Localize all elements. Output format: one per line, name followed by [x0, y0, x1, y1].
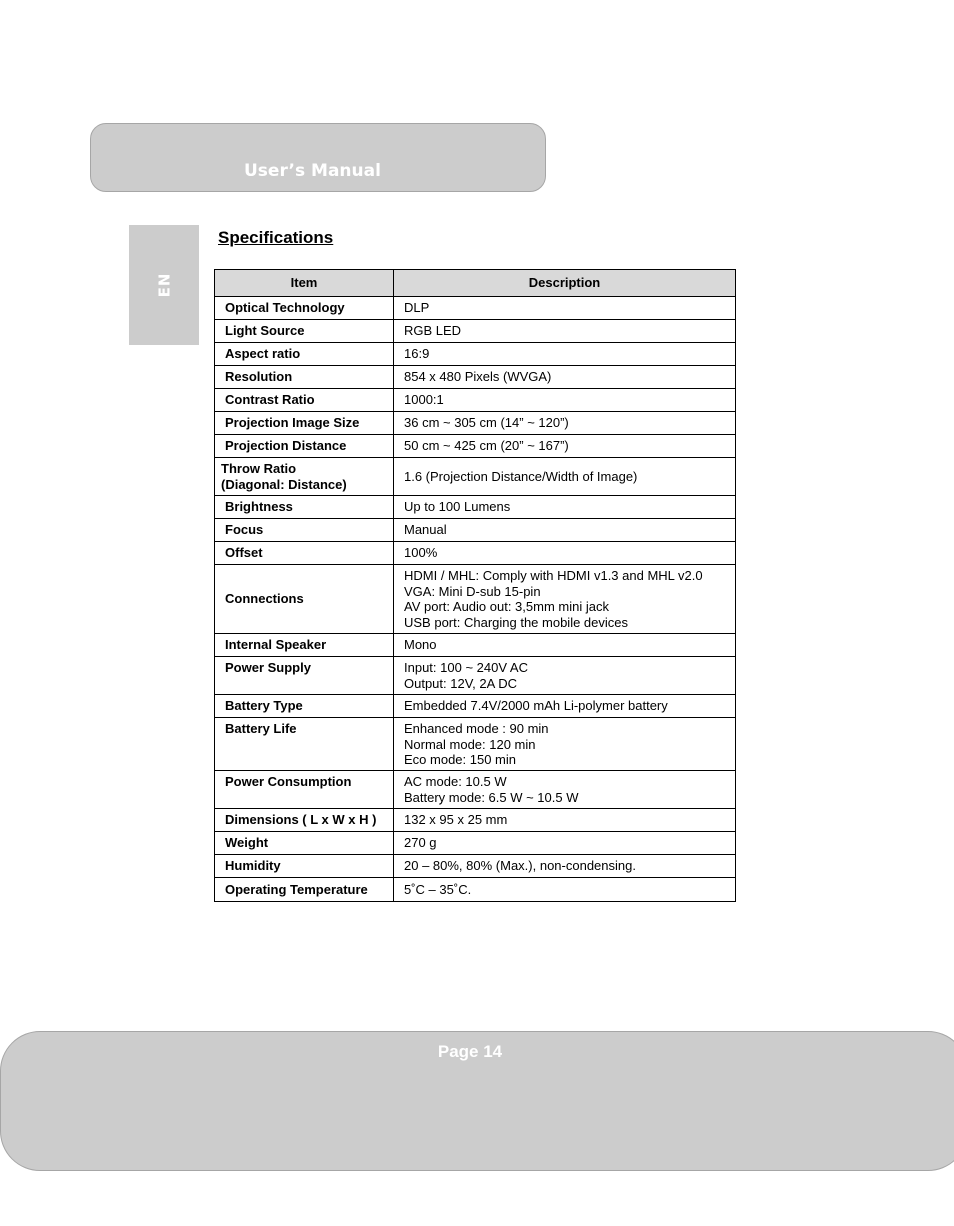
spec-item: Contrast Ratio	[215, 389, 394, 412]
spec-description	[394, 878, 736, 902]
spec-description-line: HDMI / MHL: Comply with HDMI v1.3 and MHL v2.0	[404, 568, 703, 583]
section-title: Specifications	[218, 228, 334, 247]
spec-description-line: 132 x 95 x 25 mm	[404, 812, 508, 828]
spec-description	[394, 412, 736, 435]
table-row	[215, 297, 736, 320]
table-row	[215, 878, 736, 902]
table-row	[215, 657, 736, 695]
spec-description	[394, 657, 736, 695]
spec-item: Brightness	[215, 496, 394, 519]
table-row	[215, 435, 736, 458]
column-header-item: Item	[215, 270, 394, 297]
spec-description-line: 100%	[404, 545, 438, 561]
spec-description	[394, 343, 736, 366]
table-row	[215, 412, 736, 435]
spec-item: Power Supply	[215, 657, 394, 695]
spec-item: Operating Temperature	[215, 878, 394, 902]
spec-item: Optical Technology	[215, 297, 394, 320]
spec-description-line: 5˚C – 35˚C.	[404, 881, 472, 897]
spec-description-line: Output: 12V, 2A DC	[404, 675, 517, 691]
spec-description	[394, 297, 736, 320]
spec-item: Light Source	[215, 320, 394, 343]
table-row	[215, 809, 736, 832]
spec-item: Projection Distance	[215, 435, 394, 458]
table-row	[215, 634, 736, 657]
column-header-description: Description	[394, 270, 736, 297]
language-tab	[129, 225, 199, 345]
spec-description	[394, 809, 736, 832]
spec-description-line: AV port: Audio out: 3,5mm mini jack	[404, 599, 609, 614]
spec-item: Resolution	[215, 366, 394, 389]
spec-description-line: 854 x 480 Pixels (WVGA)	[404, 369, 552, 385]
spec-description-line: Normal mode: 120 min	[404, 736, 536, 752]
spec-item: Weight	[215, 832, 394, 855]
table-row	[215, 519, 736, 542]
table-header-row	[215, 270, 736, 297]
spec-description	[394, 855, 736, 878]
spec-item: Dimensions ( L x W x H )	[215, 809, 394, 832]
table-row	[215, 542, 736, 565]
table-row	[215, 718, 736, 771]
spec-description-line: Battery mode: 6.5 W ~ 10.5 W	[404, 789, 579, 805]
spec-description-line: Up to 100 Lumens	[404, 499, 511, 515]
spec-description	[394, 832, 736, 855]
spec-item: Power Consumption	[215, 771, 394, 809]
spec-description-line: 36 cm ~ 305 cm (14” ~ 120”)	[404, 415, 569, 431]
spec-description-line: RGB LED	[404, 323, 462, 339]
spec-description	[394, 366, 736, 389]
spec-description	[394, 542, 736, 565]
spec-description-line: Manual	[404, 522, 447, 538]
table-row	[215, 565, 736, 634]
spec-description	[394, 519, 736, 542]
spec-description-line: Input: 100 ~ 240V AC	[404, 660, 528, 675]
manual-title: User’s Manual	[244, 161, 381, 181]
spec-item: Offset	[215, 542, 394, 565]
spec-description	[394, 565, 736, 634]
spec-item: Projection Image Size	[215, 412, 394, 435]
table-row	[215, 832, 736, 855]
spec-description-line: Eco mode: 150 min	[404, 752, 517, 767]
spec-description	[394, 389, 736, 412]
spec-item: Focus	[215, 519, 394, 542]
spec-description	[394, 718, 736, 771]
spec-item: Throw Ratio (Diagonal: Distance)	[215, 458, 394, 496]
spec-description-line: Embedded 7.4V/2000 mAh Li-polymer battery	[404, 698, 668, 714]
spec-description-line: AC mode: 10.5 W	[404, 774, 507, 789]
spec-description-line: 1.6 (Projection Distance/Width of Image)	[404, 468, 638, 484]
spec-description	[394, 458, 736, 496]
table-row	[215, 771, 736, 809]
spec-description-line: USB port: Charging the mobile devices	[404, 614, 629, 630]
spec-description-line: 270 g	[404, 835, 437, 851]
table-row	[215, 366, 736, 389]
spec-item: Humidity	[215, 855, 394, 878]
specifications-table	[214, 269, 736, 902]
spec-description	[394, 695, 736, 718]
spec-item: Battery Type	[215, 695, 394, 718]
table-row	[215, 496, 736, 519]
spec-description-line: Enhanced mode : 90 min	[404, 721, 549, 736]
spec-item: Internal Speaker	[215, 634, 394, 657]
table-row	[215, 458, 736, 496]
spec-description	[394, 435, 736, 458]
spec-item: Battery Life	[215, 718, 394, 771]
header-tab	[90, 123, 546, 192]
spec-description	[394, 496, 736, 519]
spec-item: Connections	[215, 565, 394, 634]
table-row	[215, 320, 736, 343]
spec-description-line: 1000:1	[404, 392, 444, 408]
spec-description-line: Mono	[404, 637, 437, 653]
table-row	[215, 695, 736, 718]
spec-item: Aspect ratio	[215, 343, 394, 366]
spec-description	[394, 634, 736, 657]
spec-description	[394, 320, 736, 343]
page-number: Page 14	[437, 1042, 503, 1061]
spec-description-line: 50 cm ~ 425 cm (20” ~ 167”)	[404, 438, 569, 454]
spec-description-line: DLP	[404, 300, 430, 316]
spec-description	[394, 771, 736, 809]
spec-description-line: VGA: Mini D-sub 15-pin	[404, 583, 541, 599]
language-label: EN	[155, 272, 173, 298]
table-row	[215, 855, 736, 878]
table-row	[215, 343, 736, 366]
spec-description-line: 16:9	[404, 346, 430, 362]
table-row	[215, 389, 736, 412]
spec-description-line: 20 – 80%, 80% (Max.), non-condensing.	[404, 858, 636, 874]
